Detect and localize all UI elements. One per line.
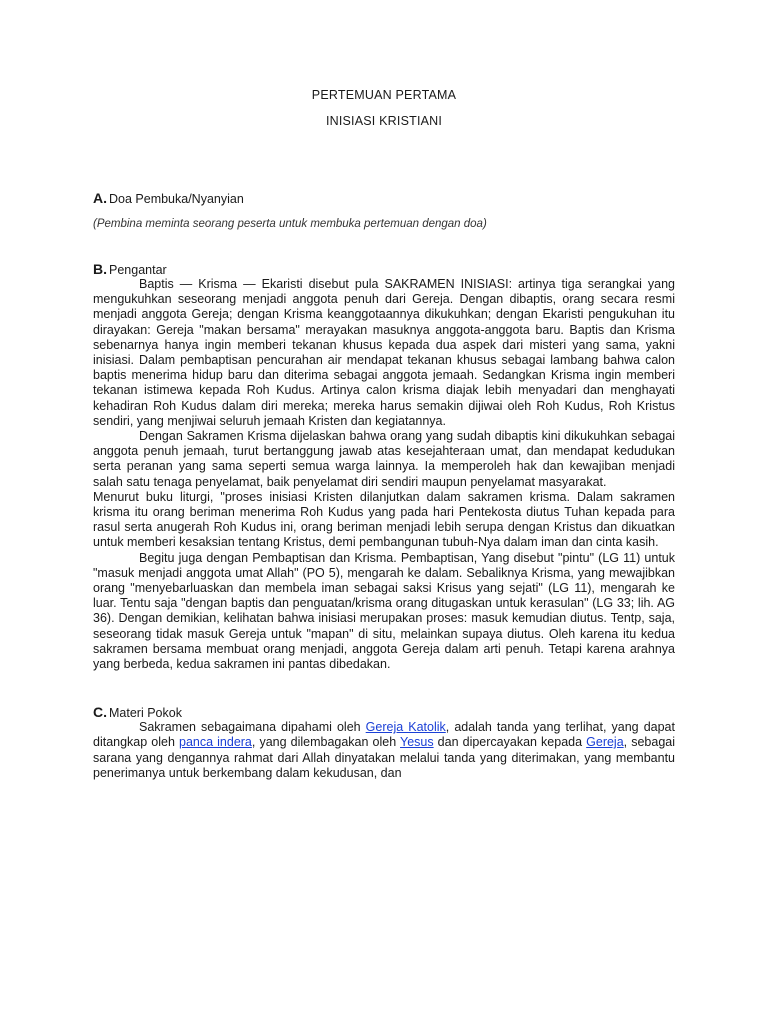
link-gereja[interactable]: Gereja bbox=[586, 735, 624, 750]
section-b-paragraph-2: Dengan Sakramen Krisma dijelaskan bahwa orang yang sudah dibaptis kini dikukuhkan sebagai anggota penuh jemaah, turut bertanggung jawab atas kesejahteraan umat, dan mendapat kedudukan serta peranan yang sama seperti semua warga lainnya. Ia memperoleh hak dan kewajiban menjadi salah satu tenaga penyelamat, baik penyelamat diri sendiri maupun penyelamat masyarakat. bbox=[93, 429, 675, 489]
link-yesus[interactable]: Yesus bbox=[400, 735, 434, 750]
section-a-note: (Pembina meminta seorang peserta untuk membuka pertemuan dengan doa) bbox=[93, 218, 487, 230]
section-b-paragraph-4: Begitu juga dengan Pembaptisan dan Krisma. Pembaptisan, Yang disebut "pintu" (LG 11) untuk "masuk menjadi anggota umat Allah" (PO 5), mengarah ke dalam. Sebaliknya Krisma, yang mewajibkan orang "menyebarluaskan dan membela iman sebagai saksi Krisus yang sejati" (LG 11), mengarah ke luar. Tentu saja "dengan baptis dan penguatan/krisma orang ditugaskan untuk kerasulan" (LG 33; lih. AG 36). Dengan demikian, kelihatan bahwa inisiasi merupakan proses: masuk kemudian diutus. Tentp, saja, seseorang tidak masuk Gereja untuk "mapan" di situ, melainkan supaya diutus. Oleh karena itu kedua sakramen bersama membuat orang menjadi, anggota Gereja dalam arti penuh. Tetapi karena arahnya yang berbeda, kedua sakramen ini pantas dibedakan. bbox=[93, 550, 675, 672]
section-c-text-2: , adalah tanda yang terlihat, yang dapat ditangkap oleh bbox=[93, 720, 675, 750]
section-c-text-4: dan dipercayakan kepada bbox=[433, 735, 587, 750]
section-c-text-3: , yang dilembagakan oleh bbox=[251, 735, 401, 750]
document-title: PERTEMUAN PERTAMA bbox=[311, 88, 457, 102]
section-b-title: Pengantar bbox=[109, 263, 167, 277]
section-c-heading bbox=[93, 704, 675, 720]
section-b-letter: B. bbox=[93, 261, 107, 277]
section-c-text-1: Sakramen sebagaimana dipahami oleh bbox=[139, 720, 366, 735]
section-c-title: Materi Pokok bbox=[109, 706, 182, 721]
link-panca-indera[interactable]: panca indera bbox=[179, 735, 252, 750]
section-c-paragraph-1 bbox=[93, 720, 675, 781]
section-b-heading bbox=[93, 261, 675, 277]
section-c-text-5: , sebagai sarana yang dengannya rahmat dari Allah dinyatakan melalui tanda yang diterimakan, yang membantu penerimanya untuk berkembang dalam kekudusan, dan bbox=[93, 735, 676, 780]
section-a-heading bbox=[93, 190, 675, 206]
section-c-letter: C. bbox=[93, 704, 107, 721]
section-a-letter: A. bbox=[93, 190, 107, 206]
document-subtitle: INISIASI KRISTIANI bbox=[325, 114, 443, 128]
section-a-title: Doa Pembuka/Nyanyian bbox=[109, 192, 244, 206]
section-b-paragraph-3: Menurut buku liturgi, "proses inisiasi Kristen dilanjutkan dalam sakramen krisma. Dalam sakramen krisma itu orang beriman menerima Roh Kudus yang pada hari Pentekosta diutus Tuhan kepada para rasul serta anugerah Roh Kudus ini, orang beriman menjadi lebih serupa dengan Kristus dan dikuatkan untuk memberi kesaksian tentang Kristus, demi pembangunan tubuh-Nya dalam iman dan cinta kasih. bbox=[93, 489, 675, 550]
section-b-paragraph-1: Baptis — Krisma — Ekaristi disebut pula SAKRAMEN INISIASI: artinya tiga serangkai yang mengukuhkan seseorang menjadi anggota penuh dari Gereja. Dengan dibaptis, orang secara resmi menjadi anggota Gereja; dengan Krisma keanggotaannya dikukuhkan; dengan Ekaristi pengukuhan itu dirayakan: Gereja "makan bersama" merayakan masuknya anggota-anggota baru. Baptis dan Krisma sebenarnya hanya ingin memberi tekanan khusus kepada dua aspek dari misteri yang sama, yakni inisiasi. Dalam pembaptisan pencurahan air mendapat tekanan khusus sebagai lambang bahwa calon baptis menerima hidup baru dan diterima sebagai anggota jemaah. Sedangkan Krisma ingin memberi tekanan istimewa kepada Roh Kudus. Artinya calon krisma diajak lebih menyadari dan menghayati kehadiran Roh Kudus dalam diri mereka; mereka harus semakin dijiwai oleh Roh Kudus, Roh Kristus sendiri, yang menjiwai seluruh jemaah Kristen dan kegiatannya. bbox=[93, 277, 675, 428]
link-gereja-katolik[interactable]: Gereja Katolik bbox=[365, 720, 446, 735]
